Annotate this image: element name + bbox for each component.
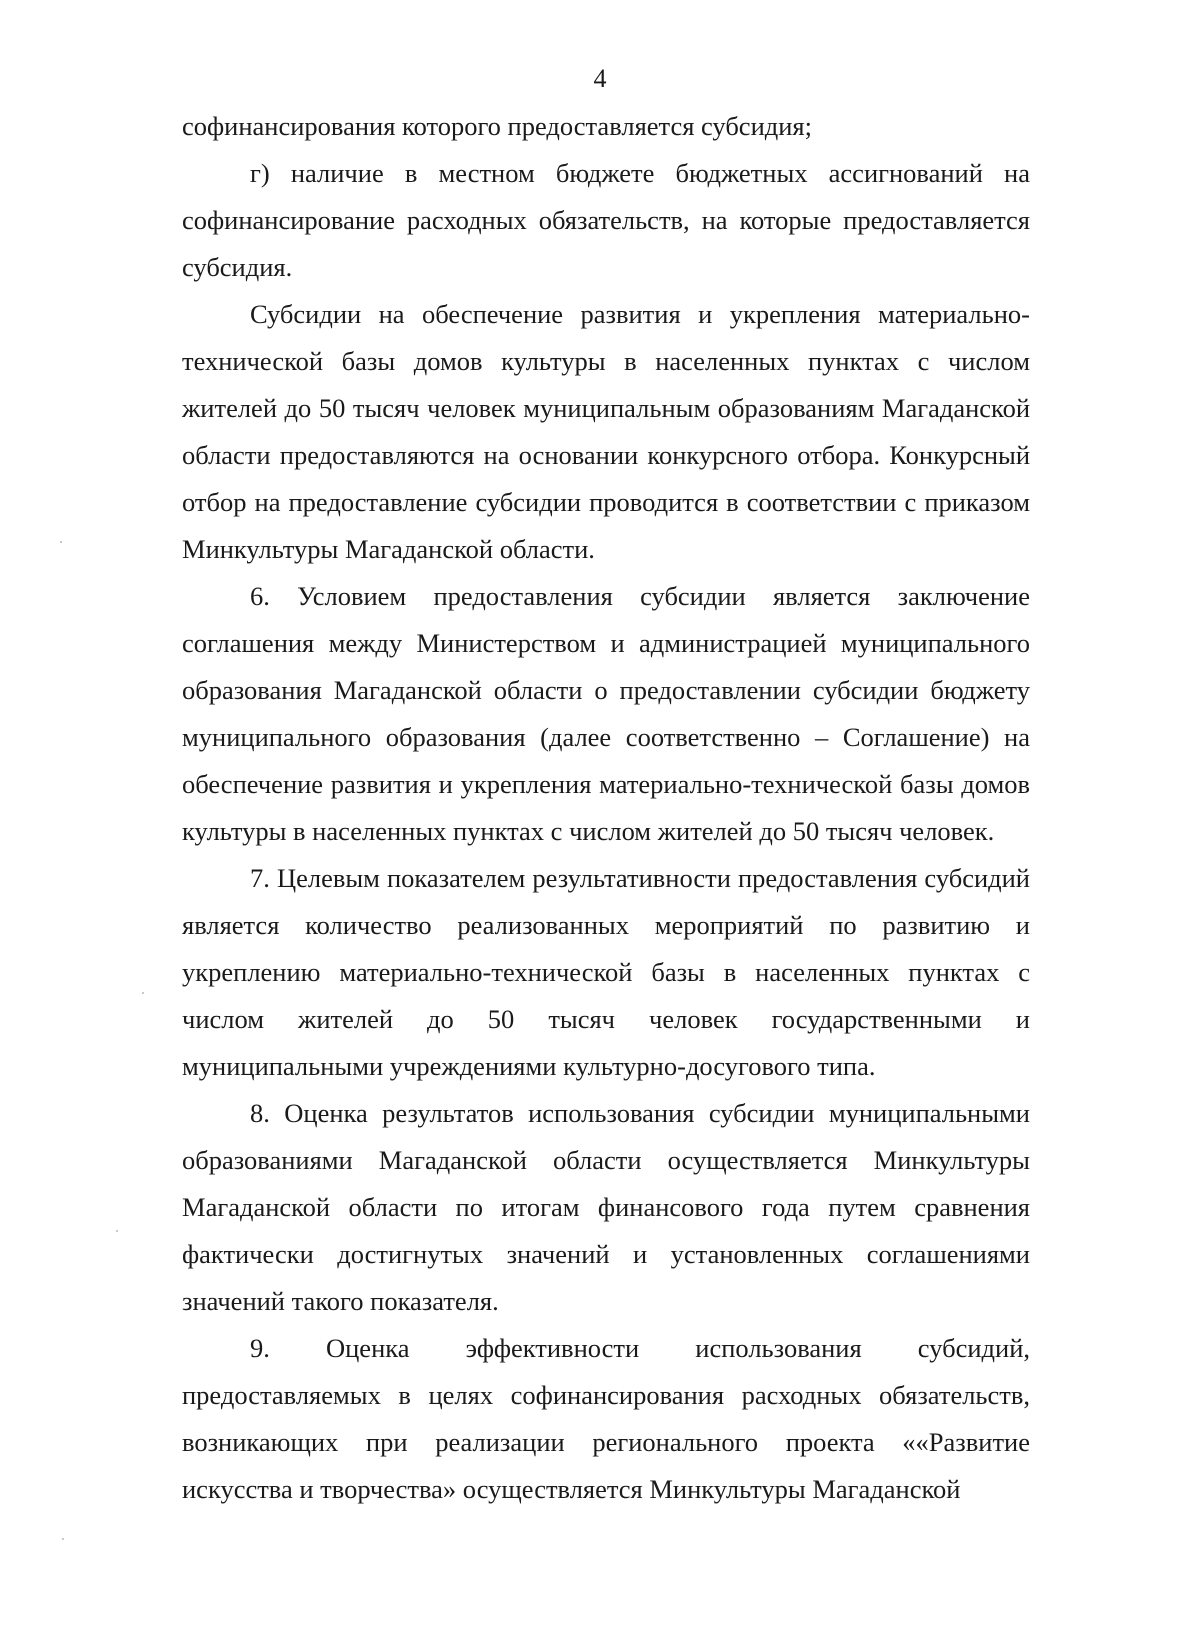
body-text [182, 103, 1030, 1513]
paragraph-item-8: 8. Оценка результатов использования субсидии муниципальными образованиями Магаданской области осуществляется Минкультуры Магаданской области по итогам финансового года путем сравнения фактически достигнутых значений и установленных соглашениями значений такого показателя. [182, 1098, 1030, 1316]
paragraph-subsidies-basis: Субсидии на обеспечение развития и укрепления материально-технической базы домов культуры в населенных пунктах с числом жителей до 50 тысяч человек муниципальным образованиям Магаданской области предоставляются на основании конкурсного отбора. Конкурсный отбор на предоставление субсидии проводится в соответствии с приказом Минкультуры Магаданской области. [182, 299, 1030, 564]
paragraph-item-6: 6. Условием предоставления субсидии является заключение соглашения между Министерством и администрацией муниципального образования Магаданской области о предоставлении субсидии бюджету муниципального образования (далее соответственно – Соглашение) на обеспечение развития и укрепления материально-технической базы домов культуры в населенных пунктах с числом жителей до 50 тысяч человек. [182, 581, 1030, 846]
paragraph-continuation: софинансирования которого предоставляется субсидия; [182, 111, 812, 141]
scan-speck [62, 1538, 64, 1540]
paragraph-item-7: 7. Целевым показателем результативности предоставления субсидий является количество реализованных мероприятий по развитию и укреплению материально-технической базы в населенных пунктах с числом жителей до 50 тысяч человек государственными и муниципальными учреждениями культурно-досугового типа. [182, 863, 1030, 1081]
page-number: 4 [593, 64, 607, 93]
paragraph-item-9: 9. Оценка эффективности использования субсидий, предоставляемых в целях софинансирования расходных обязательств, возникающих при реализации регионального проекта ««Развитие искусства и творчества» осуществляется Минкультуры Магаданской [182, 1333, 1030, 1504]
scan-speck [116, 1230, 118, 1232]
scan-speck [142, 992, 144, 994]
paragraph-item-g: г) наличие в местном бюджете бюджетных ассигнований на софинансирование расходных обязательств, на которые предоставляется субсидия. [182, 158, 1030, 282]
scan-speck [60, 541, 62, 543]
